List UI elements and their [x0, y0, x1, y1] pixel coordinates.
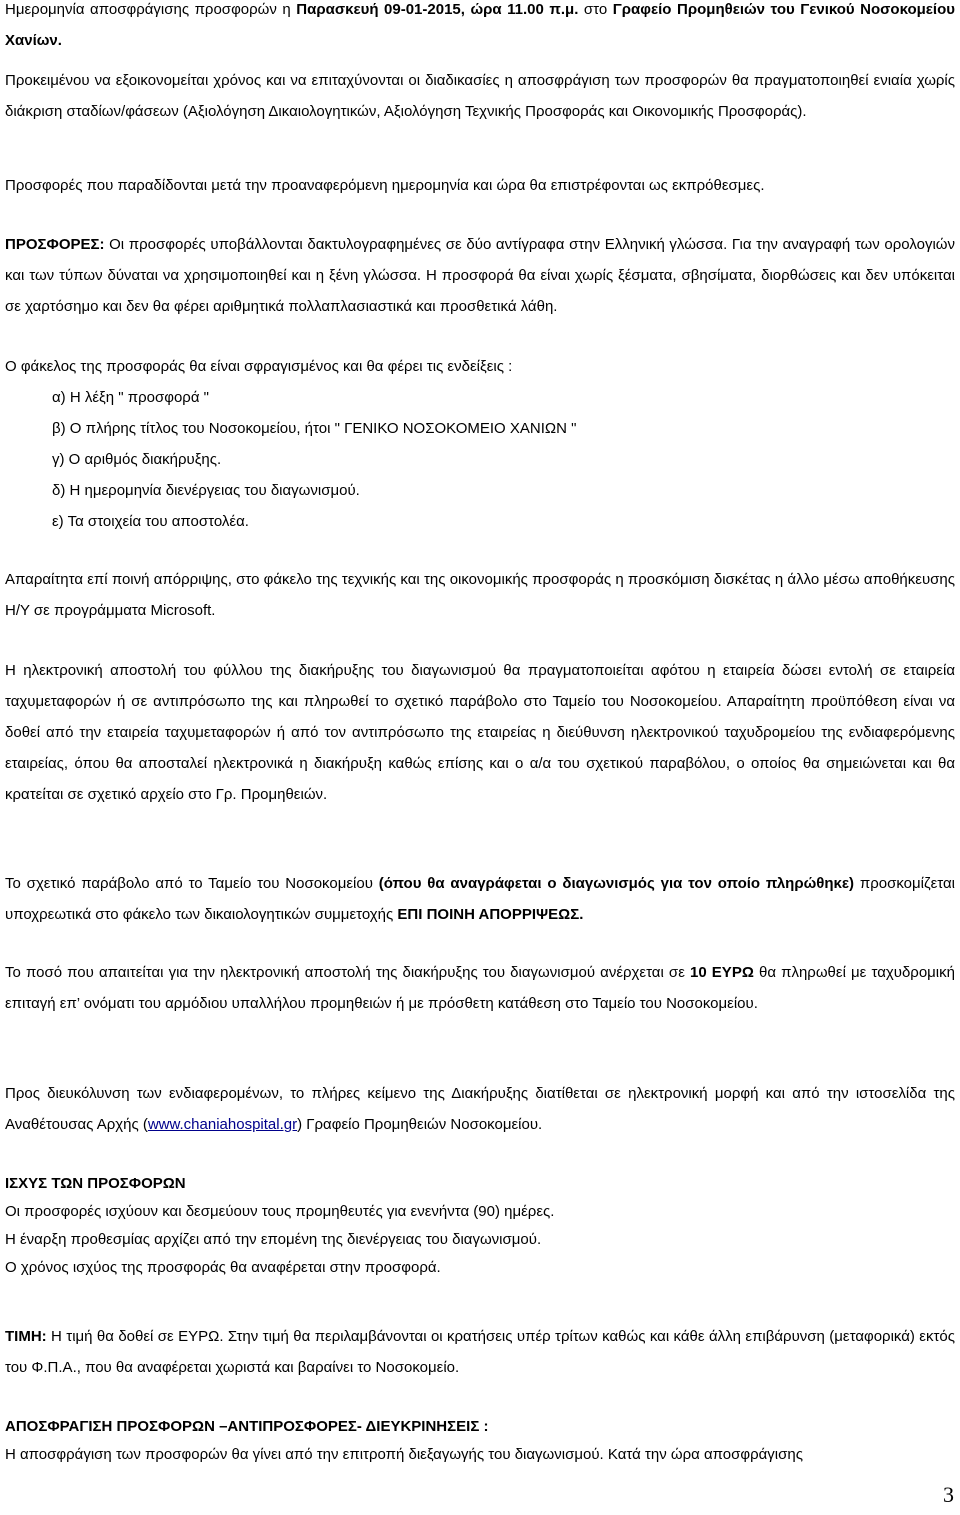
list-item: δ) Η ημερομηνία διενέργειας του διαγωνισμού. — [52, 482, 360, 499]
list-item: α) Η λέξη " προσφορά " — [52, 389, 209, 406]
procedure-paragraph: Προκειμένου να εξοικονομείται χρόνος και να επιταχύνονται οι διαδικασίες η αποσφράγιση των προσφορών θα πραγματοποιηθεί ενιαία χωρίς διάκριση σταδίων/φάσεων (Αξιολόγηση Δικαιολογητικών, Αξιολόγηση Τεχνικής Προσφοράς και Οικονομικής Προσφοράς). — [5, 72, 955, 120]
fee-paragraph — [5, 868, 955, 930]
offers-paragraph — [5, 229, 955, 322]
offers-text: Οι προσφορές υποβάλλονται δακτυλογραφημένες σε δύο αντίγραφα στην Ελληνική γλώσσα. Για την αναγραφή των ορολογιών και των τύπων δύναται να χρησιμοποιηθεί και η ξένη γλώσσα. Η προσφορά θα είναι χωρίς ξέσματα, σβησίματα, διορθώσεις και δεν υπόκειται σε χαρτόσημο και δεν θα φέρει αριθμητικά πολλαπλασιαστικά και προσθετικά λάθη. — [5, 236, 955, 315]
list-item: ε) Τα στοιχεία του αποστολέα. — [52, 513, 249, 530]
opening-text: Η αποσφράγιση των προσφορών θα γίνει από την επιτροπή διεξαγωγής του διαγωνισμού. Κατά την ώρα αποσφράγισης — [5, 1446, 803, 1463]
envelope-items-list — [52, 382, 932, 537]
text-segment: στο — [578, 1, 613, 18]
amount-paragraph — [5, 957, 955, 1019]
email-paragraph: Η ηλεκτρονική αποστολή του φύλλου της διακήρυξης του διαγωνισμού θα πραγματοποιείται αφότου η εταιρεία δώσει εντολή σε εταιρεία ταχυμεταφορών ή σε αντιπρόσωπο της και πληρωθεί το σχετικό παράβολο στο Ταμείο του Νοσοκομείου. Απαραίτητη προϋπόθεση είναι να δοθεί από την εταιρεία ταχυμεταφορών ή από τον αντιπρόσωπο της εταιρείας η διεύθυνση ηλεκτρονικού ταχυδρομείου της ενδιαφερόμενης εταιρείας, όπου θα αποσταλεί ηλεκτρονικά η διακήρυξη καθώς επίσης και ο α/α του σχετικού παραβόλου, ο οποίος θα σημειώνεται και θα κρατείται σε σχετικό αρχείο στο Γρ. Προμηθειών. — [5, 662, 955, 803]
hospital-website-link[interactable]: www.chaniahospital.gr — [147, 1116, 298, 1133]
list-item: γ) Ο αριθμός διακήρυξης. — [52, 451, 222, 468]
validity-line: Ο χρόνος ισχύος της προσφοράς θα αναφέρεται στην προσφορά. — [5, 1259, 441, 1276]
list-item: β) Ο πλήρης τίτλος του Νοσοκομείου, ήτοι " ΓΕΝΙΚΟ ΝΟΣΟΚΟΜΕΙΟ ΧΑΝΙΩΝ " — [52, 420, 577, 437]
text-segment: Προς διευκόλυνση των ενδιαφερομένων, το πλήρες κείμενο της Διακήρυξης διατίθεται σε ηλεκτρονική μορφή και από την ιστοσελίδα της Αναθέτουσας Αρχής ( — [5, 1085, 955, 1133]
page-number: 3 — [943, 1482, 954, 1507]
opening-date-bold: Παρασκευή 09-01-2015, ώρα 11.00 π.μ. — [296, 1, 579, 18]
validity-section — [5, 1170, 955, 1282]
penalty-bold: ΕΠΙ ΠΟΙΝΗ ΑΠΟΡΡΙΨΕΩΣ. — [397, 906, 584, 923]
procurement-office-bold: Γραφείο Προμηθειών του Γενικού Νοσοκομείου Χανίων. — [5, 1, 955, 49]
late-offers-paragraph: Προσφορές που παραδίδονται μετά την προαναφερόμενη ημερομηνία και ώρα θα επιστρέφονται ως εκπρόθεσμες. — [5, 177, 765, 194]
opening-section — [5, 1413, 955, 1469]
price-text: Η τιμή θα δοθεί σε ΕΥΡΩ. Στην τιμή θα περιλαμβάνονται οι κρατήσεις υπέρ τρίτων καθώς και κάθε άλλη επιβάρυνση (μεταφορικά) εκτός του Φ.Π.Α., που θα αναφέρεται χωριστά και βαραίνει το Νοσοκομείο. — [5, 1328, 955, 1376]
opening-heading: ΑΠΟΣΦΡΑΓΙΣΗ ΠΡΟΣΦΟΡΩΝ –ΑΝΤΙΠΡΟΣΦΟΡΕΣ- ΔΙΕΥΚΡΙΝΗΣΕΙΣ : — [5, 1418, 489, 1435]
fee-note-bold: (όπου θα αναγράφεται ο διαγωνισμός για τον οποίο πληρώθηκε) — [378, 875, 855, 892]
amount-bold: 10 ΕΥΡΩ — [690, 964, 754, 981]
envelope-intro: Ο φάκελος της προσφοράς θα είναι σφραγισμένος και θα φέρει τις ενδείξεις : — [5, 358, 513, 375]
validity-line: Οι προσφορές ισχύουν και δεσμεύουν τους προμηθευτές για ενενήντα (90) ημέρες. — [5, 1203, 555, 1220]
text-segment: ) Γραφείο Προμηθειών Νοσοκομείου. — [297, 1116, 543, 1133]
price-label: ΤΙΜΗ: — [5, 1328, 47, 1345]
validity-line: Η έναρξη προθεσμίας αρχίζει από την επομένη της διενέργειας του διαγωνισμού. — [5, 1231, 542, 1248]
price-paragraph — [5, 1321, 955, 1383]
text-segment: Το σχετικό παράβολο από το Ταμείο του Νοσοκομείου — [5, 875, 379, 892]
disk-paragraph: Απαραίτητα επί ποινή απόρριψης, στο φάκελο της τεχνικής και της οικονομικής προσφοράς η προσκόμιση δισκέτας η άλλο μέσω αποθήκευσης Η/Υ σε προγράμματα Microsoft. — [5, 571, 955, 619]
opening-date-paragraph — [5, 0, 955, 56]
website-paragraph — [5, 1078, 955, 1140]
text-segment: θα πληρωθεί με ταχυδρομική επιταγή επ’ ονόματι του αρμόδιου υπαλλήλου προμηθειών ή με πρόσθετη κατάθεση στο Ταμείο του Νοσοκομείου. — [5, 964, 955, 1012]
validity-heading: ΙΣΧΥΣ ΤΩΝ ΠΡΟΣΦΟΡΩΝ — [5, 1175, 186, 1192]
text-segment: Ημερομηνία αποσφράγισης προσφορών η — [5, 1, 297, 18]
offers-label: ΠΡΟΣΦΟΡΕΣ: — [5, 236, 105, 253]
text-segment: προσκομίζεται υποχρεωτικά στο φάκελο των δικαιολογητικών συμμετοχής — [5, 875, 955, 923]
text-segment: Το ποσό που απαιτείται για την ηλεκτρονική αποστολή της διακήρυξης του διαγωνισμού ανέρχεται σε — [5, 964, 690, 981]
